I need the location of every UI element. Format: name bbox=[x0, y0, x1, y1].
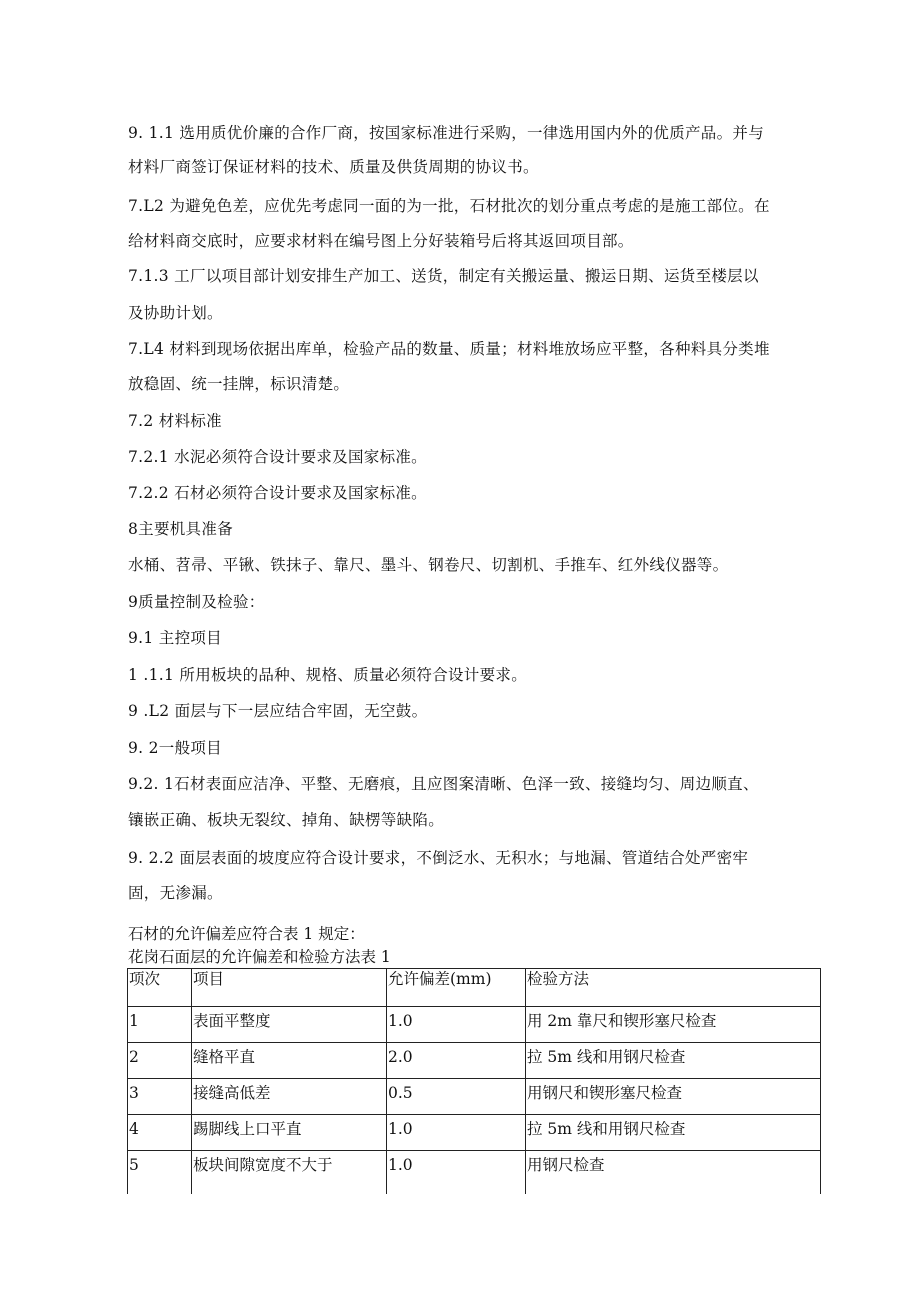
table-caption: 花岗石面层的允许偏差和检验方法表 1 bbox=[128, 948, 391, 966]
section-heading: 9.1 主控项目 bbox=[128, 629, 222, 647]
cell-item: 踢脚线上口平直 bbox=[192, 1115, 387, 1151]
paragraph-line: 9 .L2 面层与下一层应结合牢固，无空鼓。 bbox=[128, 702, 428, 720]
paragraph-line: 9. 2.2 面层表面的坡度应符合设计要求，不倒泛水、无积水；与地漏、管道结合处严密牢 bbox=[128, 849, 749, 867]
cell-method: 拉 5m 线和用钢尺检查 bbox=[526, 1043, 821, 1079]
deviation-table bbox=[127, 968, 821, 1194]
cell-tolerance: 1.0 bbox=[387, 1007, 526, 1043]
cell-tolerance: 2.0 bbox=[387, 1043, 526, 1079]
paragraph-line: 水桶、苕帚、平锹、铁抹子、靠尺、墨斗、钢卷尺、切割机、手推车、红外线仪器等。 bbox=[128, 556, 729, 574]
paragraph-line: 9. 1.1 选用质优价廉的合作厂商，按国家标准进行采购，一律选用国内外的优质产品。并与 bbox=[128, 124, 764, 142]
section-heading: 9. 2一般项目 bbox=[128, 739, 222, 757]
paragraph-line: 7.L2 为避免色差，应优先考虑同一面的为一批，石材批次的划分重点考虑的是施工部位。在 bbox=[128, 197, 770, 215]
table-row bbox=[128, 1079, 821, 1115]
cell-tolerance: 1.0 bbox=[387, 1151, 526, 1194]
paragraph-line: 给材料商交底时，应要求材料在编号图上分好装箱号后将其返回项目部。 bbox=[128, 232, 634, 250]
cell-method: 拉 5m 线和用钢尺检查 bbox=[526, 1115, 821, 1151]
table-header-row bbox=[128, 969, 821, 1007]
paragraph-line: 7.2.2 石材必须符合设计要求及国家标准。 bbox=[128, 484, 427, 502]
table-row bbox=[128, 1115, 821, 1151]
header-item: 项目 bbox=[192, 969, 387, 1007]
table-row bbox=[128, 1007, 821, 1043]
paragraph-line: 镶嵌正确、板块无裂纹、掉角、缺楞等缺陷。 bbox=[128, 811, 445, 829]
cell-index: 1 bbox=[128, 1007, 192, 1043]
paragraph-line: 1 .1.1 所用板块的品种、规格、质量必须符合设计要求。 bbox=[128, 666, 527, 684]
cell-method: 用 2m 靠尺和锲形塞尺检查 bbox=[526, 1007, 821, 1043]
cell-item: 接缝高低差 bbox=[192, 1079, 387, 1115]
paragraph-line: 放稳固、统一挂牌，标识清楚。 bbox=[128, 375, 350, 393]
paragraph-line: 9.2. 1石材表面应洁净、平整、无磨痕，且应图案清晰、色泽一致、接缝均匀、周边顺直、 bbox=[128, 775, 759, 793]
table-intro: 石材的允许偏差应符合表 1 规定： bbox=[128, 925, 365, 943]
table-row bbox=[128, 1151, 821, 1194]
paragraph-line: 7.2.1 水泥必须符合设计要求及国家标准。 bbox=[128, 448, 427, 466]
header-index: 项次 bbox=[128, 969, 192, 1007]
cell-index: 5 bbox=[128, 1151, 192, 1194]
section-heading: 9质量控制及检验： bbox=[128, 593, 265, 611]
paragraph-line: 7.L4 材料到现场依据出库单，检验产品的数量、质量；材料堆放场应平整，各种料具分类堆 bbox=[128, 340, 770, 358]
paragraph-line: 及协助计划。 bbox=[128, 304, 223, 322]
paragraph-line: 7.1.3 工厂以项目部计划安排生产加工、送货，制定有关搬运量、搬运日期、运货至楼层以 bbox=[128, 267, 759, 285]
cell-item: 缝格平直 bbox=[192, 1043, 387, 1079]
section-heading: 7.2 材料标准 bbox=[128, 412, 222, 430]
cell-index: 4 bbox=[128, 1115, 192, 1151]
paragraph-line: 材料厂商签订保证材料的技术、质量及供货周期的协议书。 bbox=[128, 158, 539, 176]
table-row bbox=[128, 1043, 821, 1079]
cell-method: 用钢尺和锲形塞尺检查 bbox=[526, 1079, 821, 1115]
header-tolerance: 允许偏差(mm) bbox=[387, 969, 526, 1007]
cell-index: 3 bbox=[128, 1079, 192, 1115]
cell-item: 板块间隙宽度不大于 bbox=[192, 1151, 387, 1194]
section-heading: 8主要机具准备 bbox=[128, 520, 233, 538]
cell-tolerance: 1.0 bbox=[387, 1115, 526, 1151]
cell-tolerance: 0.5 bbox=[387, 1079, 526, 1115]
header-method: 检验方法 bbox=[526, 969, 821, 1007]
cell-item: 表面平整度 bbox=[192, 1007, 387, 1043]
cell-method: 用钢尺检查 bbox=[526, 1151, 821, 1194]
paragraph-line: 固，无渗漏。 bbox=[128, 884, 223, 902]
cell-index: 2 bbox=[128, 1043, 192, 1079]
